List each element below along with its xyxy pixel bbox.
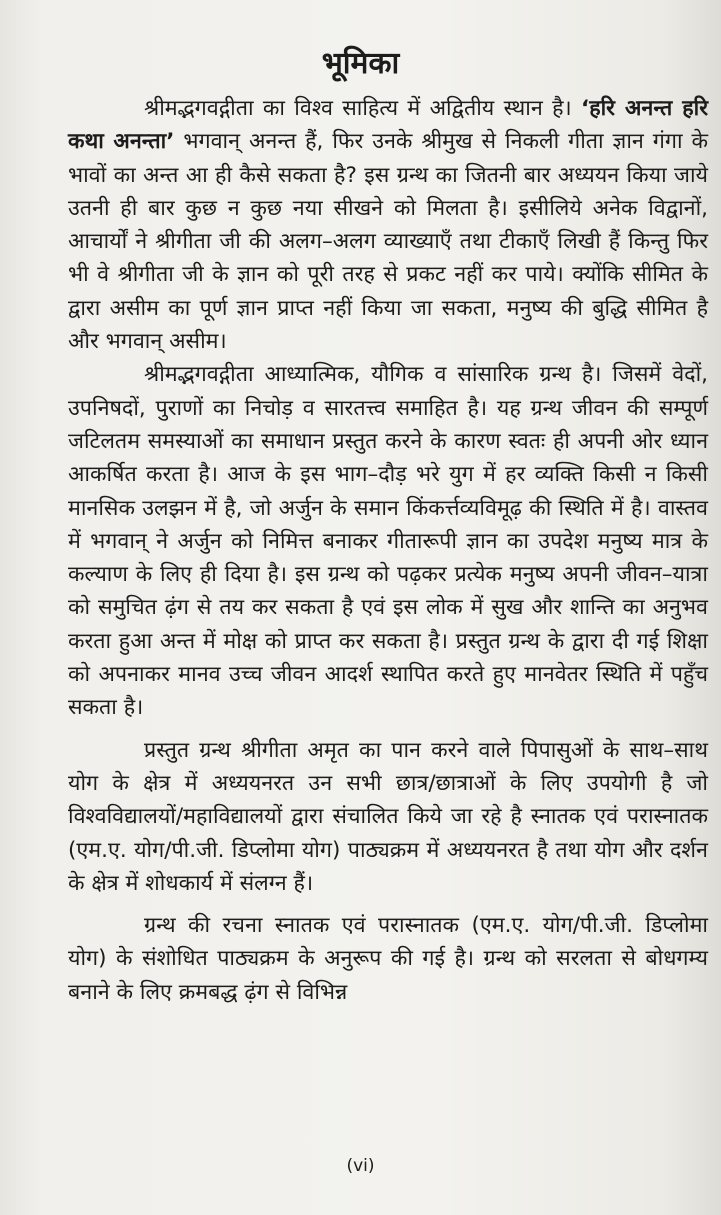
paragraph-2: श्रीमद्भगवद्गीता आध्यात्मिक, यौगिक व सांसारिक ग्रन्थ है। जिसमें वेदों, उपनिषदों, पुराणों का निचोड़ व सारतत्त्व समाहित है। यह ग्रन्थ जीवन की सम्पूर्ण जटिलतम समस्याओं का समाधान प्रस्तुत करने के कारण स्वतः ही अपनी ओर ध्यान आकर्षित करता है। आज के इस भाग–दौड़ भरे युग में हर व्यक्ति किसी न किसी मानसिक उलझन में है, जो अर्जुन के समान किंकर्त्तव्यविमूढ़ की स्थिति में है। वास्तव में भगवान् ने अर्जुन को निमित्त बनाकर गीतारूपी ज्ञान का उपदेश मनुष्य मात्र के कल्याण के लिए ही दिया है। इस ग्रन्थ को पढ़कर प्रत्येक मनुष्य अपनी जीवन–यात्रा को समुचित ढ़ंग से तय कर सकता है एवं इस लोक में सुख और शान्ति का अनुभव करता हुआ अन्त में मोक्ष को प्राप्त कर सकता है। प्रस्तुत ग्रन्थ के द्वारा दी गई शिक्षा को अपनाकर मानव उच्च जीवन आदर्श स्थापित करते हुए मानवेतर स्थिति में पहुँच सकता है। <box>68 362 708 721</box>
paragraph-1-rest: भगवान् अनन्त हैं, फिर उनके श्रीमुख से निकली गीता ज्ञान गंगा के भावों का अन्त आ ही कैसे सकता है? इस ग्रन्थ का जितनी बार अध्ययन किया जाये उतनी ही बार कुछ न कुछ नया सीखने को मिलता है। इसीलिये अनेक विद्वानों, आचार्यों ने श्रीगीता जी की अलग–अलग व्याख्याएँ तथा टीकाएँ लिखी हैं किन्तु फिर भी वे श्रीगीता जी के ज्ञान को पूरी तरह से प्रकट नहीं कर पाये। क्योंकि सीमित के द्वारा असीम का पूर्ण ज्ञान प्राप्त नहीं किया जा सकता, मनुष्य की बुद्धि सीमित है और भगवान् असीम। <box>68 129 709 355</box>
paragraph-1-quote: ‘हरि अनन्त हरि कथा अनन्ता’ <box>68 96 708 155</box>
paragraph-4: ग्रन्थ की रचना स्नातक एवं परास्नातक (एम.ए. योग/पी.जी. डिप्लोमा योग) के संशोधित पाठ्यक्रम के अनुरूप की गई है। ग्रन्थ को सरलता से बोधगम्य बनाने के लिए क्रमबद्ध ढ़ंग से विभिन्न <box>68 913 708 1005</box>
paragraph-3: प्रस्तुत ग्रन्थ श्रीगीता अमृत का पान करने वाले पिपासुओं के साथ–साथ योग के क्षेत्र में अध्ययनरत उन सभी छात्र/छात्राओं के लिए उपयोगी है जो विश्वविद्यालयों/महाविद्यालयों द्वारा संचालित किये जा रहे है स्नातक एवं परास्नातक (एम.ए. योग/पी.जी. डिप्लोमा योग) पाठ्यक्रम में अध्ययनरत है तथा योग और दर्शन के क्षेत्र में शोधकार्य में संलग्न हैं। <box>68 737 708 896</box>
paragraph-1 <box>68 92 708 358</box>
paragraph-1-intro: श्रीमद्भगवद्गीता का विश्व साहित्य में अद्वितीय स्थान है। <box>144 96 572 121</box>
body-text <box>68 92 708 1009</box>
page-number: (vi) <box>346 1156 375 1176</box>
page-heading: भूमिका <box>321 46 400 81</box>
